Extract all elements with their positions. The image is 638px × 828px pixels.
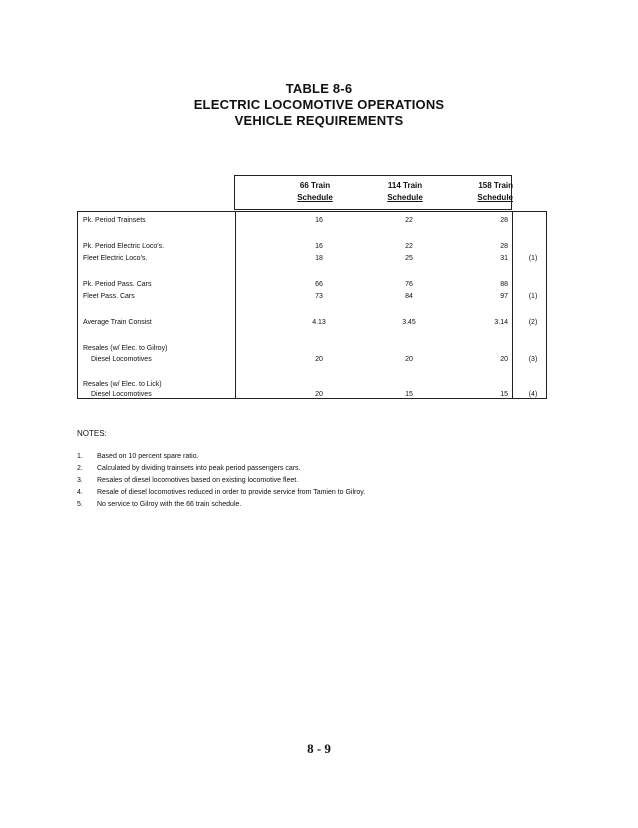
row-label: Pk. Period Electric Loco's. xyxy=(83,243,165,250)
cell-158: 28 xyxy=(500,217,508,224)
cell-66: 4.13 xyxy=(312,319,326,326)
column-header-66 xyxy=(275,180,355,204)
cell-66: 16 xyxy=(315,243,323,250)
note-item xyxy=(77,464,301,474)
note-number: 3. xyxy=(77,477,83,484)
column-header-box xyxy=(234,175,512,210)
table-title-line3: VEHICLE REQUIREMENTS xyxy=(234,113,404,128)
note-text: Resale of diesel locomotives reduced in order to provide service from Tamien to Gilroy. xyxy=(97,489,366,496)
table-row xyxy=(78,279,548,290)
note-number: 1. xyxy=(77,453,83,460)
table-row xyxy=(78,291,548,302)
note-ref: (1) xyxy=(528,293,538,300)
column-header-114-line2: Schedule xyxy=(387,193,423,202)
note-number: 2. xyxy=(77,465,83,472)
column-header-158-line1: 158 Train xyxy=(478,181,513,190)
note-ref: (2) xyxy=(528,319,538,326)
table-row xyxy=(78,317,548,328)
column-header-158-line2: Schedule xyxy=(477,193,513,202)
note-ref: (4) xyxy=(528,391,538,398)
note-text: Based on 10 percent spare ratio. xyxy=(97,453,199,460)
table-row xyxy=(78,343,548,354)
cell-158: 28 xyxy=(500,243,508,250)
cell-158: 3.14 xyxy=(494,319,508,326)
note-ref: (1) xyxy=(528,255,538,262)
note-item xyxy=(77,488,365,498)
column-header-114-line1: 114 Train xyxy=(387,181,423,190)
cell-114: 22 xyxy=(405,243,413,250)
note-item xyxy=(77,500,241,510)
column-header-66-line1: 66 Train xyxy=(299,181,331,190)
note-item xyxy=(77,452,199,462)
cell-114: 22 xyxy=(405,217,413,224)
note-number: 5. xyxy=(77,501,83,508)
cell-114: 3.45 xyxy=(402,319,416,326)
table-row xyxy=(78,241,548,252)
cell-66: 16 xyxy=(315,217,323,224)
note-number: 4. xyxy=(77,489,83,496)
cell-66: 73 xyxy=(315,293,323,300)
cell-66: 66 xyxy=(315,281,323,288)
table-row xyxy=(78,354,548,365)
cell-158: 20 xyxy=(500,356,508,363)
row-label: Resales (w/ Elec. to Lick) xyxy=(83,381,162,388)
row-label: Fleet Pass. Cars xyxy=(83,293,135,300)
note-text: No service to Gilroy with the 66 train schedule. xyxy=(97,501,242,508)
notes-heading: NOTES: xyxy=(77,429,107,438)
column-divider-left xyxy=(235,212,236,398)
cell-114: 84 xyxy=(405,293,413,300)
cell-114: 20 xyxy=(405,356,413,363)
cell-158: 88 xyxy=(500,281,508,288)
column-header-158 xyxy=(433,180,513,204)
table-row xyxy=(78,389,548,400)
table-row xyxy=(78,253,548,264)
cell-66: 20 xyxy=(315,356,323,363)
row-label: Pk. Period Pass. Cars xyxy=(83,281,152,288)
cell-66: 20 xyxy=(315,391,323,398)
cell-114: 15 xyxy=(405,391,413,398)
note-text: Calculated by dividing trainsets into peak period passengers cars. xyxy=(97,465,301,472)
table-title-line1: TABLE 8-6 xyxy=(285,81,353,96)
cell-158: 31 xyxy=(500,255,508,262)
note-item xyxy=(77,476,298,486)
row-label: Diesel Locomotives xyxy=(91,391,152,398)
cell-66: 18 xyxy=(315,255,323,262)
cell-158: 15 xyxy=(500,391,508,398)
cell-114: 25 xyxy=(405,255,413,262)
page-number: 8 - 9 xyxy=(307,741,331,756)
vehicle-requirements-table xyxy=(77,211,547,399)
table-title-line2: ELECTRIC LOCOMOTIVE OPERATIONS xyxy=(193,97,445,112)
cell-158: 97 xyxy=(500,293,508,300)
row-label: Fleet Electric Loco's. xyxy=(83,255,148,262)
row-label: Pk. Period Trainsets xyxy=(83,217,146,224)
row-label: Average Train Consist xyxy=(83,319,152,326)
row-label: Diesel Locomotives xyxy=(91,356,152,363)
column-divider-right xyxy=(512,212,513,398)
note-ref: (3) xyxy=(528,356,538,363)
cell-114: 76 xyxy=(405,281,413,288)
column-header-66-line2: Schedule xyxy=(297,193,333,202)
row-label: Resales (w/ Elec. to Gilroy) xyxy=(83,345,168,352)
note-text: Resales of diesel locomotives based on existing locomotive fleet. xyxy=(97,477,299,484)
table-row xyxy=(78,215,548,226)
